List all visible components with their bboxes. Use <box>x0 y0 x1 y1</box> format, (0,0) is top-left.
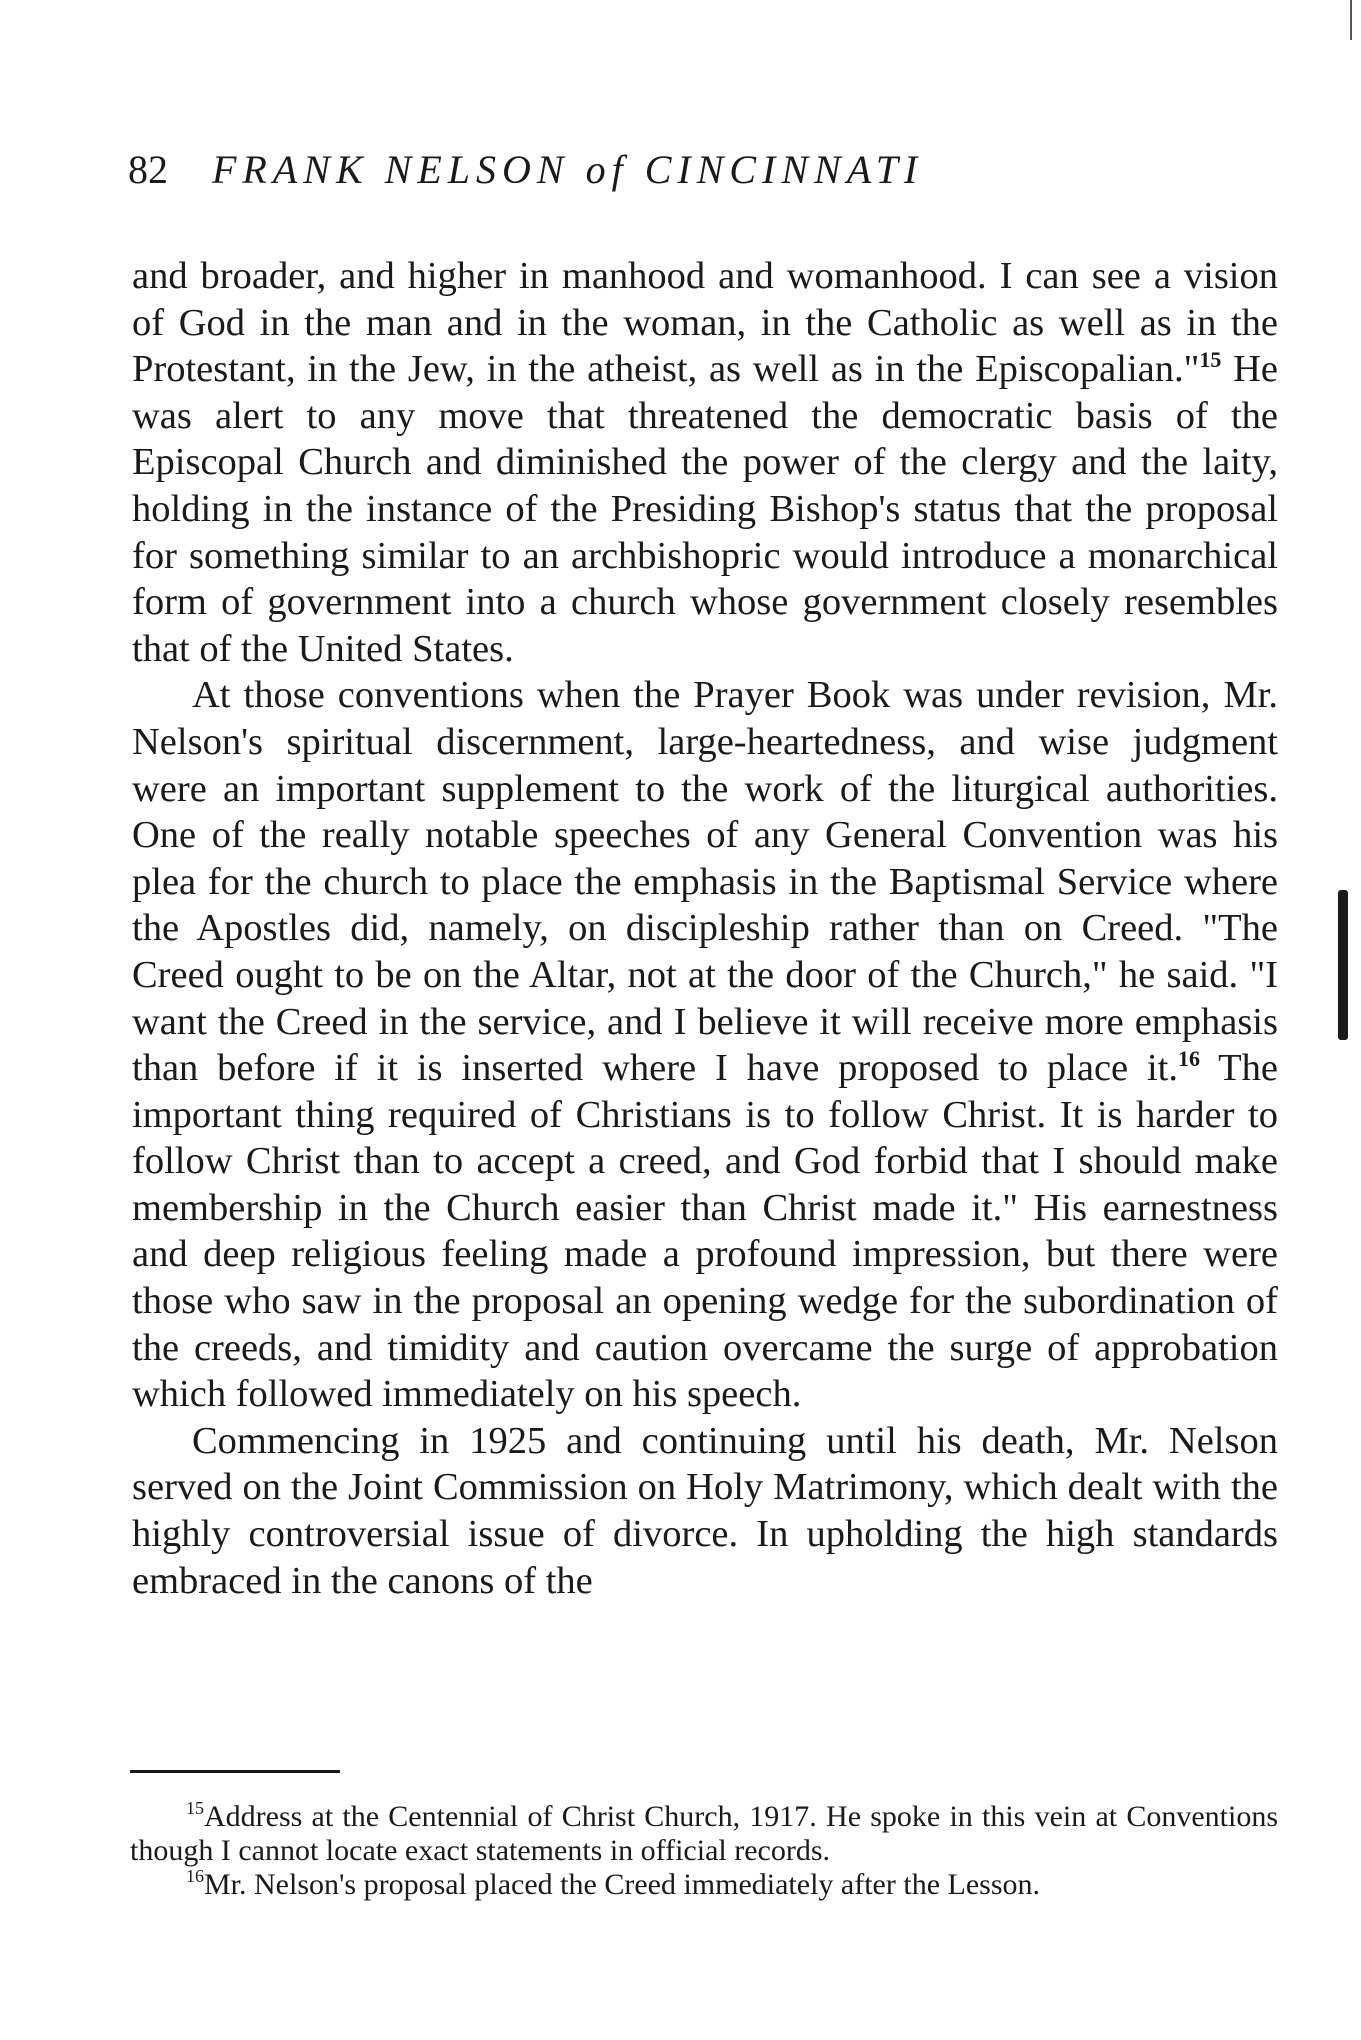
paragraph-1-text-a: and broader, and higher in manhood and womanhood. I can see a vision of God in the man and in the woman, in the Catholic as well as in the Protestant, in the Jew, in the atheist, as well as in the Episcopalian." <box>132 255 1278 391</box>
paragraph-2-text-b: The important thing required of Christians is to follow Christ. It is harder to follow Christ than to accept a creed, and God forbid that I should make membership in the Church easier than Christ made it." His earnestness and deep religious feeling made a profound impression, but there were those who saw in the proposal an opening wedge for the subordination of the creeds, and timidity and caution overcame the surge of approbation which followed immediately on his speech. <box>132 1047 1278 1416</box>
footnote-16 <box>130 1868 1278 1902</box>
footnotes <box>130 1800 1278 1902</box>
paragraph-3: Commencing in 1925 and continuing until his death, Mr. Nelson served on the Joint Commission on Holy Matrimony, which dealt with the highly controversial issue of divorce. In upholding the high standards embraced in the canons of the <box>132 1419 1278 1602</box>
footnote-number: 15 <box>186 1798 204 1818</box>
paragraph-1 <box>132 253 1278 672</box>
footnote-text: Mr. Nelson's proposal placed the Creed immediately after the Lesson. <box>204 1868 1041 1901</box>
footnote-15 <box>130 1800 1278 1868</box>
page-number: 82 <box>128 147 168 192</box>
scan-edge-mark <box>1350 0 1352 40</box>
footnote-ref-16: 16 <box>1177 1046 1200 1072</box>
footnote-number: 16 <box>186 1866 204 1886</box>
margin-mark <box>1338 890 1348 1040</box>
paragraph-1-text-b: He was alert to any move that threatened the democratic basis of the Episcopal Church and diminished the power of the clergy and the laity, holding in the instance of the Presiding Bishop's status that the proposal for something similar to an archbishopric would introduce a monarchical form of government into a church whose government closely resembles that of the United States. <box>132 348 1278 670</box>
running-title: FRANK NELSON of CINCINNATI <box>212 147 924 192</box>
footnote-ref-15: 15 <box>1199 347 1222 373</box>
body-text <box>132 253 1278 1604</box>
paragraph-2 <box>132 672 1278 1418</box>
footnote-text: Address at the Centennial of Christ Church, 1917. He spoke in this vein at Conventions though I cannot locate exact statements in official records. <box>130 1800 1278 1867</box>
footnote-divider <box>130 1770 340 1773</box>
paragraph-2-text-a: At those conventions when the Prayer Book was under revision, Mr. Nelson's spiritual discernment, large-heartedness, and wise judgment were an important supplement to the work of the liturgical authorities. One of the really notable speeches of any General Convention was his plea for the church to place the emphasis in the Baptismal Service where the Apostles did, namely, on discipleship rather than on Creed. "The Creed ought to be on the Altar, not at the door of the Church," he said. "I want the Creed in the service, and I believe it will receive more emphasis than before if it is inserted where I have proposed to place it. <box>132 674 1278 1090</box>
page-header <box>128 140 1268 200</box>
